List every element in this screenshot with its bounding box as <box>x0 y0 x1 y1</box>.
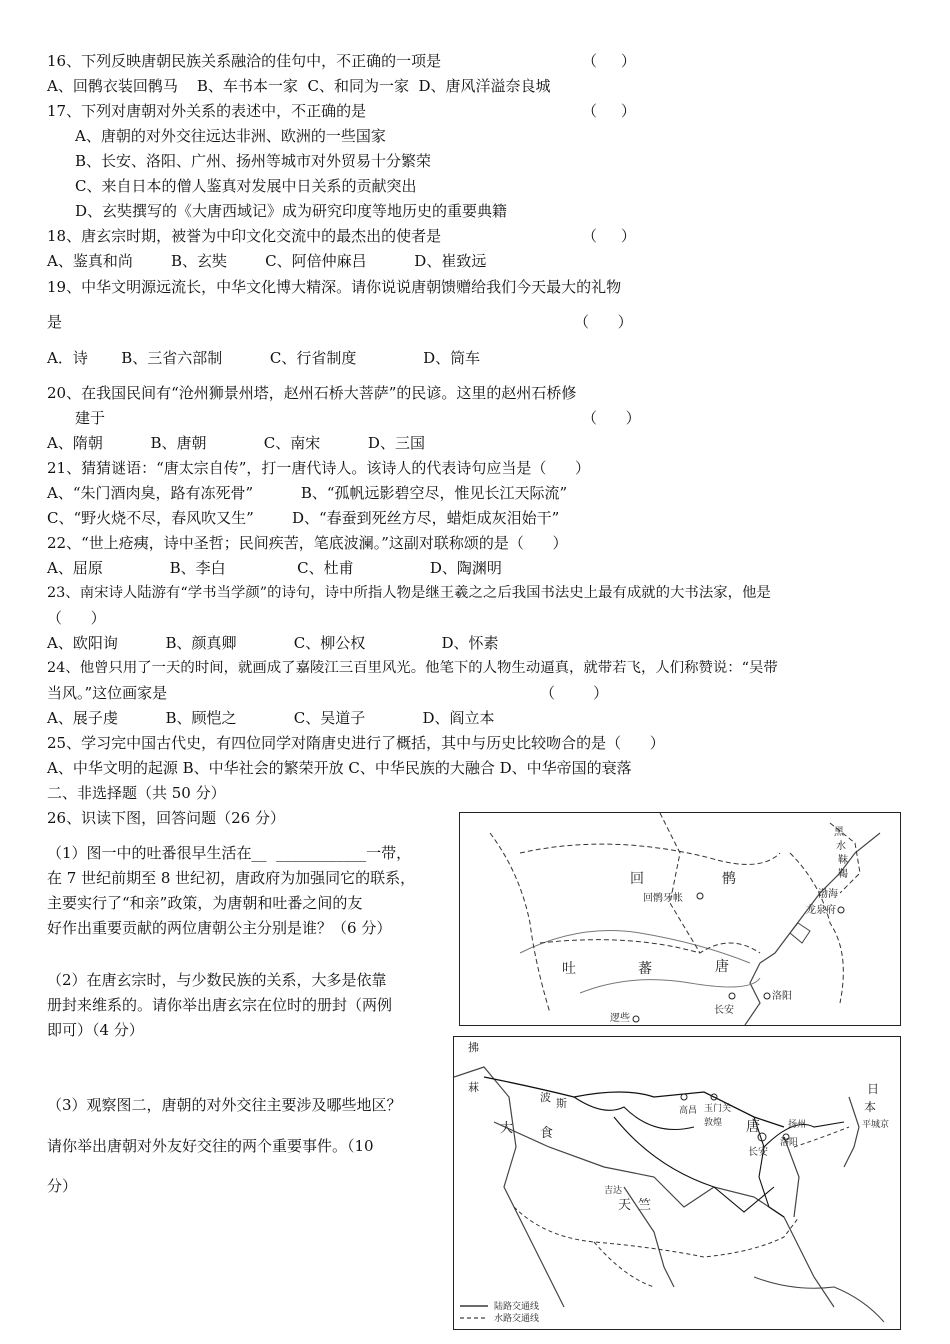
q16-answer-paren: （ ） <box>582 52 636 70</box>
map1-label-shui: 水 <box>836 841 846 852</box>
map2-label-tian: 天 <box>618 1198 632 1213</box>
q17-option-d: D、玄奘撰写的《大唐西域记》成为研究印度等地历史的重要典籍 <box>75 202 508 220</box>
map2-label-jida: 吉达 <box>604 1186 623 1196</box>
map1-label-hui: 回 <box>630 871 644 887</box>
q17-stem: 17、下列对唐朝对外关系的表述中，不正确的是 <box>47 102 367 120</box>
map2-label-luoyang: 洛阳 <box>780 1138 799 1148</box>
map-figure-one <box>459 812 901 1026</box>
q16-options: A、回鹘衣装回鹘马 B、车书本一家 C、和同为一家 D、唐风洋溢奈良城 <box>47 77 551 95</box>
q20-stem-cont: 建于 <box>75 409 106 427</box>
map2-label-yangzhou: 扬州 <box>788 1120 807 1130</box>
map2-label-yumenguan: 玉门关 <box>704 1104 732 1114</box>
map1-label-bohai: 渤海 <box>818 889 838 900</box>
q22-options: A、屈原 B、李白 C、杜甫 D、陶渊明 <box>47 559 502 577</box>
q25-stem: 25、学习完中国古代史，有四位同学对隋唐史进行了概括，其中与历史比较吻合的是（ ） <box>47 734 665 752</box>
map2-label-da: 大 <box>500 1121 514 1136</box>
q26-part3-line3: 分） <box>47 1177 78 1195</box>
q26-part3-line1: （3）观察图二，唐朝的对外交往主要涉及哪些地区？ <box>47 1096 402 1114</box>
q17-answer-paren: （ ） <box>582 102 636 120</box>
map1-label-hei: 黑 <box>834 827 844 838</box>
map2-label-bo: 波 <box>540 1091 551 1104</box>
q20-options: A、隋朝 B、唐朝 C、南宋 D、三国 <box>47 434 425 452</box>
q25-options: A、中华文明的起源 B、中华社会的繁荣开放 C、中华民族的大融合 D、中华帝国的衰落 <box>47 759 632 777</box>
map1-label-changan: 长安 <box>714 1005 734 1016</box>
q21-options-ab: A、“朱门酒肉臭，路有冻死骨” B、“孤帆远影碧空尽，惟见长江天际流” <box>47 484 568 502</box>
map2-legend-land-route: 陆路交通线 <box>494 1302 540 1312</box>
map2-label-gaochang: 高昌 <box>679 1106 698 1116</box>
map2-label-zhu: 竺 <box>638 1198 652 1213</box>
q23-stem: 23、南宋诗人陆游有“学书当学颜”的诗句，诗中所指人物是继王羲之之后我国书法史上最有成就的大书法家，他是 <box>47 585 771 601</box>
q24-options: A、展子虔 B、顾恺之 C、吴道子 D、阎立本 <box>47 709 495 727</box>
q17-option-a: A、唐朝的对外交往远达非洲、欧洲的一些国家 <box>75 127 386 145</box>
q26-part2-line1: （2）在唐玄宗时，与少数民族的关系，大多是依靠 <box>47 971 387 989</box>
map2-label-ri: 日 <box>867 1082 880 1096</box>
map2-label-fu: 拂 <box>468 1041 479 1054</box>
q18-stem: 18、唐玄宗时期，被誉为中印文化交流中的最杰出的使者是 <box>47 227 442 245</box>
q24-stem-cont: 当风。”这位画家是 <box>47 684 168 702</box>
q26-stem: 26、识读下图，回答问题（26 分） <box>47 809 285 827</box>
map2-label-ben: 本 <box>864 1100 877 1114</box>
q19-options: A．诗 B、三省六部制 C、行省制度 D、筒车 <box>47 349 481 367</box>
q26-part1-line1: （1）图一中的吐番很早生活在__ ____________一带， <box>47 844 412 862</box>
q16-stem: 16、下列反映唐朝民族关系融洽的佳句中，不正确的一项是 <box>47 52 442 70</box>
map2-label-dunhuang: 敦煌 <box>704 1118 723 1128</box>
map2-label-shi: 食 <box>540 1126 554 1141</box>
map2-label-changan: 长安 <box>748 1147 768 1158</box>
q24-stem: 24、他曾只用了一天的时间，就画成了嘉陵江三百里风光。他笔下的人物生动逼真，就带若飞，人们称赞说：“吴带 <box>47 660 778 676</box>
map1-label-mo: 靺 <box>838 855 848 866</box>
q26-part1-line3: 主要实行了“和亲”政策，为唐朝和吐番之间的友 <box>47 894 363 912</box>
q26-part1-line4: 好作出重要贡献的两位唐朝公主分别是谁？（6 分） <box>47 919 392 937</box>
map1-label-he: 鞨 <box>838 869 848 880</box>
q19-answer-paren: （ ） <box>574 313 633 331</box>
map1-label-bo: 蕃 <box>638 961 652 977</box>
q19-stem: 19、中华文明源远流长，中华文化博大精深。请你说说唐朝馈赠给我们今天最大的礼物 <box>47 278 622 296</box>
section-two-heading: 二、非选择题（共 50 分） <box>47 784 226 802</box>
q17-option-c: C、来自日本的僧人鉴真对发展中日关系的贡献突出 <box>75 177 417 195</box>
q23-options: A、欧阳询 B、颜真卿 C、柳公权 D、怀素 <box>47 634 499 652</box>
map2-label-si: 斯 <box>556 1097 567 1110</box>
map1-label-tang: 唐 <box>715 959 729 975</box>
map1-label-luoxie: 逻些 <box>610 1013 630 1024</box>
q17-option-b: B、长安、洛阳、广州、扬州等城市对外贸易十分繁荣 <box>75 152 432 170</box>
q24-answer-paren: （ ） <box>540 684 609 702</box>
q26-part1-line2: 在 7 世纪前期至 8 世纪初，唐政府为加强同它的联系， <box>47 869 416 887</box>
map1-label-tu: 吐 <box>562 961 576 977</box>
map2-label-tang: 唐 <box>746 1119 760 1135</box>
q19-stem-cont: 是 <box>47 313 63 331</box>
q23-answer-paren: （ ） <box>47 609 106 627</box>
map1-label-hu: 鹘 <box>722 871 736 887</box>
q20-stem: 20、在我国民间有“沧州狮景州塔，赵州石桥大菩萨”的民谚。这里的赵州石桥修 <box>47 384 577 402</box>
q26-part2-line2: 册封来维系的。请你举出唐玄宗在位时的册封（两例 <box>47 996 393 1014</box>
map1-label-huihu-yazhang: 回鹘牙帐 <box>643 893 683 904</box>
map2-legend-sea-route: 水路交通线 <box>494 1314 540 1324</box>
map2-label-lin: 菻 <box>468 1081 479 1094</box>
q26-part3-line2: 请你举出唐朝对外友好交往的两个重要事件。（10 <box>47 1137 374 1155</box>
q18-answer-paren: （ ） <box>582 227 636 245</box>
map1-label-longquanfu: 龙泉府 <box>806 905 836 916</box>
map-figure-two <box>453 1036 901 1330</box>
map1-label-luoyang: 洛阳 <box>772 991 792 1002</box>
q26-part2-line3: 即可）（4 分） <box>47 1021 144 1039</box>
map2-label-pingchengjing: 平城京 <box>862 1120 890 1130</box>
q21-options-cd: C、“野火烧不尽，春风吹又生” D、“春蚕到死丝方尽，蜡炬成灰泪始干” <box>47 509 560 527</box>
q22-stem: 22、“世上疮痍，诗中圣哲；民间疾苦，笔底波澜。”这副对联称颂的是（ ） <box>47 534 568 552</box>
q21-stem: 21、猜猜谜语：“唐太宗自传”，打一唐代诗人。该诗人的代表诗句应当是（ ） <box>47 459 591 477</box>
q20-answer-paren: （ ） <box>582 409 641 427</box>
q18-options: A、鉴真和尚 B、玄奘 C、阿倍仲麻吕 D、崔致远 <box>47 252 487 270</box>
